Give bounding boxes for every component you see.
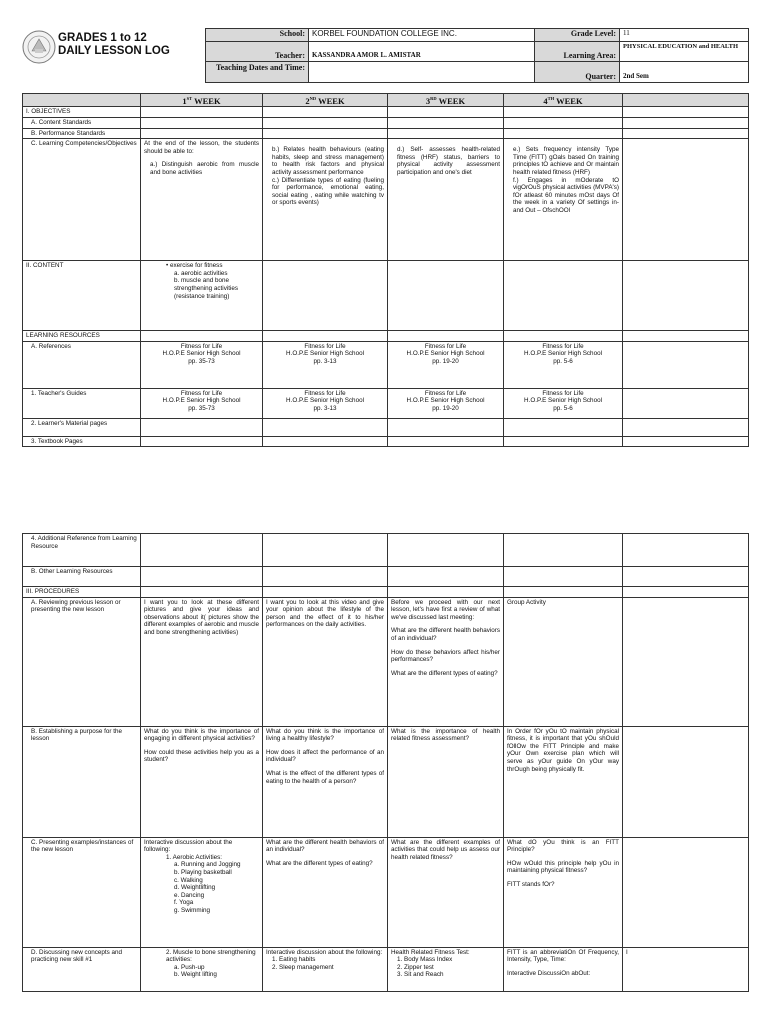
guides-week-4: Fitness for Life H.O.P.E Senior High School pp. 5-6 <box>504 388 623 418</box>
teacher-value: KASSANDRA AMOR L. AMISTAR <box>309 42 535 62</box>
reviewing-week-2: I want you to look at this video and give your opinion about the lifestyle of the person and the effect of it to his/her performances on the daily activities. <box>263 597 388 726</box>
row-learning-resources-label: LEARNING RESOURCES <box>23 331 141 342</box>
references-week-1: Fitness for Life H.O.P.E Senior High School pp. 35-73 <box>141 341 263 388</box>
establishing-week-3: What is the importance of health related fitness assessment? <box>388 726 504 837</box>
header-info-table <box>205 28 749 83</box>
lesson-log-table-1 <box>22 93 749 447</box>
establishing-week-4: In Order fOr yOu tO maintain physical fitness, it is important that yOu shOuld fOllOw the FITT Principle and make yOur Own exercise plan which will serve as yOur guide On yOur way thrOugh being physically fit. <box>504 726 623 837</box>
row-content-label: II. CONTENT <box>23 261 141 331</box>
week-4-header: 4TH WEEK <box>504 94 623 107</box>
presenting-week-3: What are the different examples of activities that could help us assess our health related fitness? <box>388 837 504 947</box>
row-learners-material-label: 2. Learner's Material pages <box>23 418 141 436</box>
establishing-week-2: What do you think is the importance of living a healthy lifestyle? How does it affect the performance of an individual? What is the effect of the different types of eating to the health of a person? <box>263 726 388 837</box>
document-title <box>58 32 170 58</box>
references-week-4: Fitness for Life H.O.P.E Senior High School pp. 5-6 <box>504 341 623 388</box>
lesson-log-table-2 <box>22 533 749 992</box>
learning-area-label: Learning Area: <box>535 42 620 62</box>
row-objectives-label: I. OBJECTIVES <box>23 107 141 118</box>
reviewing-week-3: Before we proceed with our next lesson, let's have first a review of what we've discussed last meeting: What are the different health behaviors of an individual? How do these behaviors affect his/her performances? What are the different types of eating? <box>388 597 504 726</box>
title-line-2: DAILY LESSON LOG <box>58 45 170 57</box>
row-competencies-label: C. Learning Competencies/Objectives <box>23 139 141 261</box>
guides-week-3: Fitness for Life H.O.P.E Senior High School pp. 19-20 <box>388 388 504 418</box>
guides-week-1: Fitness for Life H.O.P.E Senior High School pp. 35-73 <box>141 388 263 418</box>
references-week-2: Fitness for Life H.O.P.E Senior High School pp. 3-13 <box>263 341 388 388</box>
learning-area-value: PHYSICAL EDUCATION and HEALTH <box>620 42 749 62</box>
quarter-label: Quarter: <box>535 62 620 83</box>
quarter-value: 2nd Sem <box>620 62 749 83</box>
extra-column-header <box>623 94 749 107</box>
competencies-week-3: d.) Self- assesses health-related fitness (HRF) status, barriers to physical activity assessment participation and one's diet <box>388 139 504 261</box>
row-references-label: A. References <box>23 341 141 388</box>
deped-seal <box>22 30 56 64</box>
discussing-week-1: 2. Muscle to bone strengthening activities: a. Push-up b. Weight lifting <box>141 947 263 991</box>
row-reviewing-label: A. Reviewing previous lesson or presenting the new lesson <box>23 597 141 726</box>
week-3-header: 3RD WEEK <box>388 94 504 107</box>
presenting-week-1: Interactive discussion about the following: 1. Aerobic Activities: a. Running and Jogging b. Playing basketball c. Walking d. Weightlifting e. Dancing f. Yoga g. Swimming <box>141 837 263 947</box>
row-content-standards-label: A. Content Standards <box>23 118 141 129</box>
row-establishing-label: B. Establishing a purpose for the lesson <box>23 726 141 837</box>
title-line-1: GRADES 1 to 12 <box>58 32 147 44</box>
grade-level-value: 11 <box>620 29 749 42</box>
reviewing-week-4: Group Activity <box>504 597 623 726</box>
row-other-resources-label: B. Other Learning Resources <box>23 567 141 587</box>
school-value: KORBEL FOUNDATION COLLEGE INC. <box>309 29 535 42</box>
content-bullet: exercise for fitness <box>169 262 223 270</box>
discussing-week-4: FITT is an abbreviatiOn Of Frequency, Intensity, Type, Time: Interactive DiscussiOn abOut: <box>504 947 623 991</box>
row-textbook-pages-label: 3. Textbook Pages <box>23 436 141 447</box>
establishing-week-1: What do you think is the importance of engaging in different physical activities? How could these activities help you as a student? <box>141 726 263 837</box>
reviewing-week-1: I want you to look at these different pictures and give your ideas and observations about it( pictures show the different examples of aerobic and muscle and bone strengthening activities) <box>141 597 263 726</box>
week-2-header: 2ND WEEK <box>263 94 388 107</box>
week-1-header: 1ST WEEK <box>141 94 263 107</box>
discussing-week-3: Health Related Fitness Test: 1. Body Mass Index 2. Zipper test 3. Sit and Reach <box>388 947 504 991</box>
teaching-dates-label: Teaching Dates and Time: <box>206 62 309 83</box>
teacher-label: Teacher: <box>206 42 309 62</box>
discussing-extra: I <box>623 947 749 991</box>
row-performance-standards-label: B. Performance Standards <box>23 128 141 139</box>
discussing-week-2: Interactive discussion about the following: 1. Eating habits 2. Sleep management <box>263 947 388 991</box>
guides-week-2: Fitness for Life H.O.P.E Senior High School pp. 3-13 <box>263 388 388 418</box>
competencies-week-1: At the end of the lesson, the students should be able to: a.) Distinguish aerobic from muscle and bone activities <box>141 139 263 261</box>
competencies-week-4: e.) Sets frequency intensity Type Time (FITT) gOals based On training principles tO achieve and Or maintain health related fitness (HRF) f.) Engages in mOderate tO vigOrOuS physical activities (MVPA's) fOr atleast 60 minutes mOst days Of the week in a variety Of settings in- and Out – OfschOOl <box>504 139 623 261</box>
corner-cell <box>23 94 141 107</box>
content-week-1: • exercise for fitness a. aerobic activities b. muscle and bone strengthening activities (resistance training) <box>141 261 263 331</box>
presenting-week-2: What are the different health behaviors of an individual? What are the different types of eating? <box>263 837 388 947</box>
row-additional-reference-label: 4. Additional Reference from Learning Resource <box>23 534 141 567</box>
school-label: School: <box>206 29 309 42</box>
teaching-dates-value <box>309 62 535 83</box>
row-presenting-label: C. Presenting examples/instances of the new lesson <box>23 837 141 947</box>
grade-level-label: Grade Level: <box>535 29 620 42</box>
row-teachers-guides-label: 1. Teacher's Guides <box>23 388 141 418</box>
row-procedures-label: III. PROCEDURES <box>23 587 141 598</box>
competencies-week-2: b.) Relates health behaviours (eating habits, sleep and stress management) to health risk factors and physical activity assessment performance c.) Differentiate types of eating (fueling for performance, emotional eating, social eating , eating while watching tv or sports events) <box>263 139 388 261</box>
row-discussing-label: D. Discussing new concepts and practicing new skill #1 <box>23 947 141 991</box>
presenting-week-4: What dO yOu think is an FITT Principle? HOw wOuld this principle help yOu in maintaining physical fitness? FITT stands fOr? <box>504 837 623 947</box>
references-week-3: Fitness for Life H.O.P.E Senior High School pp. 19-20 <box>388 341 504 388</box>
